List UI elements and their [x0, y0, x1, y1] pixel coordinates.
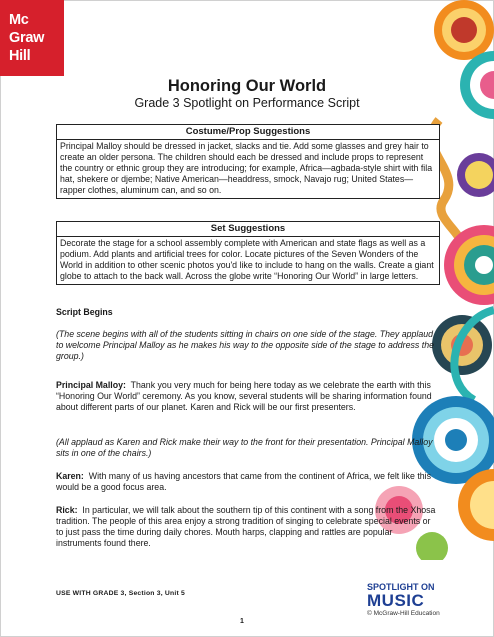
costume-prop-heading: Costume/Prop Suggestions	[57, 125, 439, 140]
stage-direction-2: (All applaud as Karen and Rick make their way to the front for their presentation. Principal Malloy sits in one of the chairs.)	[56, 437, 433, 458]
dialogue-text: In particular, we will talk about the southern tip of this continent with a song from the Xhosa tradition. The people of this area enjoy a strong tradition of singing to celebrate special events or to just pass the time during daily chores. Mouth harps, clapping and rattles are popular instruments found there.	[56, 505, 436, 548]
set-suggestions-box	[56, 221, 440, 285]
script-heading: Script Begins	[56, 307, 113, 317]
page-subtitle: Grade 3 Spotlight on Performance Script	[134, 96, 360, 110]
pattern-middle	[432, 225, 494, 400]
stage-direction-1: (The scene begins with all of the students sitting in chairs on one side of the stage. They applaud to welcome Principal Malloy as he makes his way to the opposite side of the stage to address the group.)	[56, 329, 434, 361]
logo-text-graw: Graw	[9, 30, 45, 46]
costume-prop-text: Principal Malloy should be dressed in jacket, slacks and tie. Add some glasses and grey hair to create an older persona. The children should each be dressed and include props to represent the country or ethnic group they are introducing; for example, Africa—agbada-style shirt with fila hat, shekere or djembe; Native American—headdress, smock, Navajo rug; United States—rapper clothes, aluminum can, and so on.	[60, 141, 433, 195]
speaker-label: Rick:	[56, 505, 78, 515]
mcgraw-hill-logo	[0, 0, 64, 76]
copyright-text: © McGraw-Hill Education	[367, 610, 440, 617]
logo-text-hill: Hill	[9, 48, 31, 64]
dialogue-rick	[56, 505, 440, 549]
speaker-label: Principal Malloy:	[56, 380, 126, 390]
brand-line-1: SPOTLIGHT ON	[367, 582, 435, 592]
spotlight-on-music-logo	[367, 582, 440, 617]
brand-line-2: MUSIC	[367, 591, 425, 610]
speaker-label: Karen:	[56, 471, 84, 481]
costume-prop-box	[56, 124, 440, 199]
dialogue-karen	[56, 471, 440, 493]
dialogue-text: Thank you very much for being here today as we celebrate the earth with this “Honoring Our World” ceremony. As you know, several students will be sharing information found about different parts of our planet. Karen and Rick will be our first presenters.	[56, 380, 432, 412]
set-suggestions-text: Decorate the stage for a school assembly complete with American and state flags as well as a podium. Add plants and artificial trees for color. Locate pictures of the Seven Wonders of the World in addition to other scenic photos you'd like to include to hang on the walls. Create a giant globe to attach to the back wall. Across the globe write “Honoring Our World” in large letters.	[60, 238, 434, 281]
dialogue-text: With many of us having ancestors that came from the continent of Africa, we felt like this would be a good focus area.	[56, 471, 432, 492]
page-title: Honoring Our World	[167, 77, 327, 95]
pattern-top	[432, 0, 494, 260]
dialogue-principal-malloy	[56, 380, 440, 413]
footer-usage-note: USE WITH GRADE 3, Section 3, Unit 5	[56, 590, 185, 597]
set-suggestions-heading: Set Suggestions	[57, 222, 439, 237]
logo-text-mc: Mc	[9, 12, 29, 28]
page-number: 1	[240, 618, 244, 625]
